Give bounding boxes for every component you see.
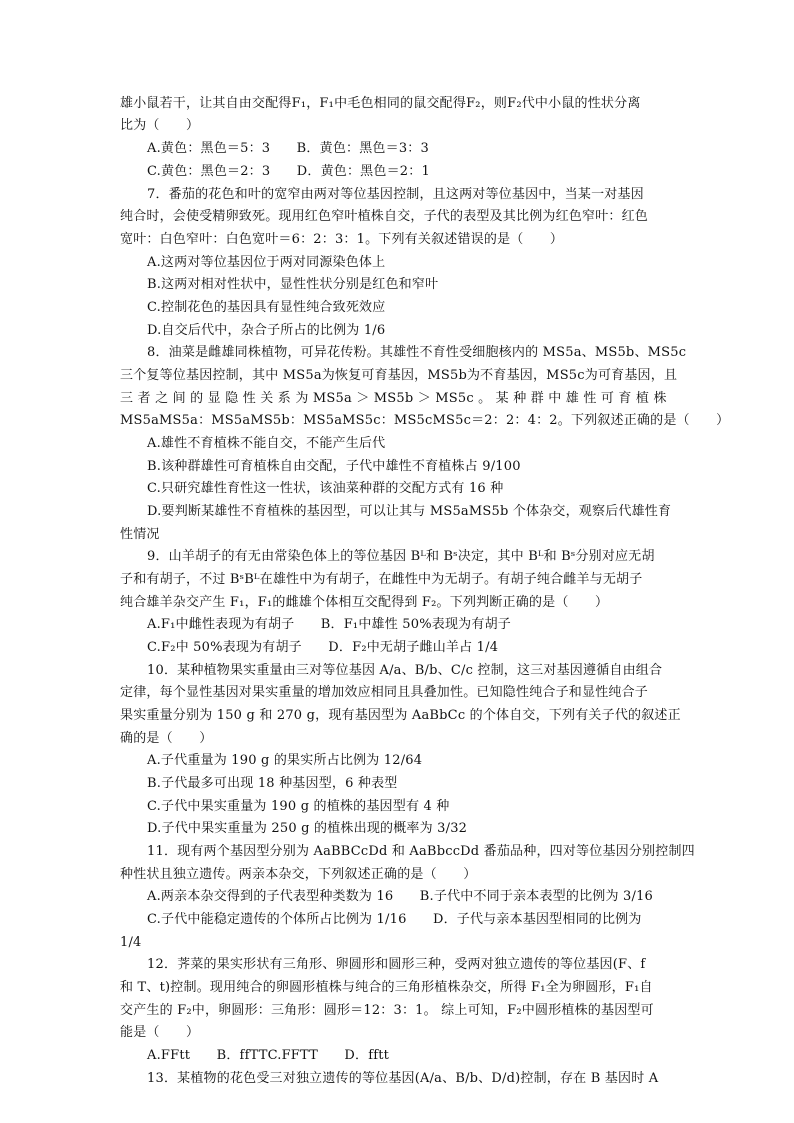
option-line: A.这两对等位基因位于两对同源染色体上 bbox=[147, 255, 386, 270]
text-line: 子和有胡子，不过 BˢBᴸ在雄性中为有胡子，在雌性中为无胡子。有胡子纯合雌羊与无胡子 bbox=[120, 572, 643, 587]
option-line: A.两亲本杂交得到的子代表型种类数为 16 B.子代中不同于亲本表型的比例为 3/16 bbox=[147, 889, 654, 904]
option-line: C.黄色：黑色＝2：3 D．黄色：黑色＝2：1 bbox=[147, 164, 430, 179]
question-12: 12．荠菜的果实形状有三角形、卵圆形和圆形三种，受两对独立遗传的等位基因(F、f bbox=[147, 957, 646, 972]
text-line: 能是（ ） bbox=[120, 1025, 200, 1040]
text-line: 宽叶：白色窄叶：白色宽叶＝6：2：3：1。下列有关叙述错误的是（ ） bbox=[120, 232, 564, 247]
question-11: 11．现有两个基因型分别为 AaBBCcDd 和 AaBbccDd 番茄品种，四对等位基因分别控制四 bbox=[147, 844, 695, 859]
text-line: 性情况 bbox=[120, 527, 160, 542]
text-line: 纯合雄羊杂交产生 F₁，F₁的雌雄个体相互交配得到 F₂。下列判断正确的是（ ） bbox=[120, 595, 609, 610]
option-line: B.该种群雄性可育植株自由交配，子代中雄性不育植株占 9/100 bbox=[147, 459, 521, 474]
text-line: 种性状且独立遗传。两亲本杂交，下列叙述正确的是（ ） bbox=[120, 867, 477, 882]
option-line: C.子代中能稳定遗传的个体所占比例为 1/16 D．子代与亲本基因型相同的比例为 bbox=[147, 912, 642, 927]
question-9: 9．山羊胡子的有无由常染色体上的等位基因 Bᴸ和 Bˢ决定，其中 Bᴸ和 Bˢ分别对应无胡 bbox=[147, 549, 655, 564]
option-line: C.子代中果实重量为 190 g 的植株的基因型有 4 种 bbox=[147, 799, 450, 814]
option-line: A.子代重量为 190 g 的果实所占比例为 12/64 bbox=[147, 753, 423, 768]
option-line: C.F₂中 50%表现为有胡子 D．F₂中无胡子雌山羊占 1/4 bbox=[147, 640, 499, 655]
text-line: 纯合时，会使受精卵致死。现用红色窄叶植株自交，子代的表型及其比例为红色窄叶：红色 bbox=[120, 209, 649, 224]
question-10: 10．某种植物果实重量由三对等位基因 A/a、B/b、C/c 控制，这三对基因遵循自由组合 bbox=[147, 663, 663, 678]
question-8: 8．油菜是雌雄同株植物，可异花传粉。其雄性不育性受细胞核内的 MS5a、MS5b、MS5c bbox=[147, 345, 687, 360]
option-line: B.子代最多可出现 18 种基因型，6 种表型 bbox=[147, 776, 398, 791]
text-line: 三 者 之 间 的 显 隐 性 关 系 为 MS5a ＞ MS5b ＞ MS5c 。 某 种 群 中 雄 性 可 育 植 株 bbox=[120, 391, 667, 406]
text-line: 确的是（ ） bbox=[120, 731, 213, 746]
option-line: D.自交后代中，杂合子所占的比例为 1/6 bbox=[147, 323, 386, 338]
option-line: B.这两对相对性状中，显性性状分别是红色和窄叶 bbox=[147, 277, 439, 292]
text-line: 定律，每个显性基因对果实重量的增加效应相同且具叠加性。已知隐性纯合子和显性纯合子 bbox=[120, 685, 649, 700]
option-line: A.黄色：黑色＝5：3 B．黄色：黑色＝3：3 bbox=[147, 141, 429, 156]
text-line: 和 T、t)控制。现用纯合的卵圆形植株与纯合的三角形植株杂交，所得 F₁全为卵圆形，F₁自 bbox=[120, 980, 653, 995]
text-line: 果实重量分别为 150 g 和 270 g，现有基因型为 AaBbCc 的个体自交，下列有关子代的叙述正 bbox=[120, 708, 681, 723]
option-line: C.控制花色的基因具有显性纯合致死效应 bbox=[147, 300, 386, 315]
option-line: A.FFtt B．ffTTC.FFTT D．fftt bbox=[147, 1048, 390, 1063]
text-line: 1/4 bbox=[120, 935, 142, 950]
option-line: D.子代中果实重量为 250 g 的植株出现的概率为 3/32 bbox=[147, 821, 468, 836]
option-line: A.雄性不育植株不能自交，不能产生后代 bbox=[147, 436, 386, 451]
option-line: C.只研究雄性育性这一性状，该油菜种群的交配方式有 16 种 bbox=[147, 481, 504, 496]
option-line: D.要判断某雄性不育植株的基因型，可以让其与 MS5aMS5b 个体杂交，观察后代雄性育 bbox=[147, 504, 672, 519]
text-line: 雄小鼠若干，让其自由交配得F₁，F₁中毛色相同的鼠交配得F₂，则F₂代中小鼠的性状分离 bbox=[120, 96, 641, 111]
text-line: 比为（ ） bbox=[120, 118, 200, 133]
question-7: 7．番茄的花色和叶的宽窄由两对等位基因控制，且这两对等位基因中，当某一对基因 bbox=[147, 187, 644, 202]
text-line: 三个复等位基因控制，其中 MS5a为恢复可育基因，MS5b为不育基因，MS5c为可育基因，且 bbox=[120, 368, 678, 383]
question-13: 13．某植物的花色受三对独立遗传的等位基因(A/a、B/b、D/d)控制，存在 B 基因时 A bbox=[147, 1071, 659, 1086]
text-line: 交产生的 F₂中，卵圆形：三角形：圆形＝12：3：1。 综上可知，F₂中圆形植株的基因型可 bbox=[120, 1003, 654, 1018]
text-line: MS5aMS5a：MS5aMS5b：MS5aMS5c：MS5cMS5c＝2：2：4：2。下列叙述正确的是（ ） bbox=[120, 413, 730, 428]
option-line: A.F₁中雌性表现为有胡子 B．F₁中雄性 50%表现为有胡子 bbox=[147, 617, 511, 632]
